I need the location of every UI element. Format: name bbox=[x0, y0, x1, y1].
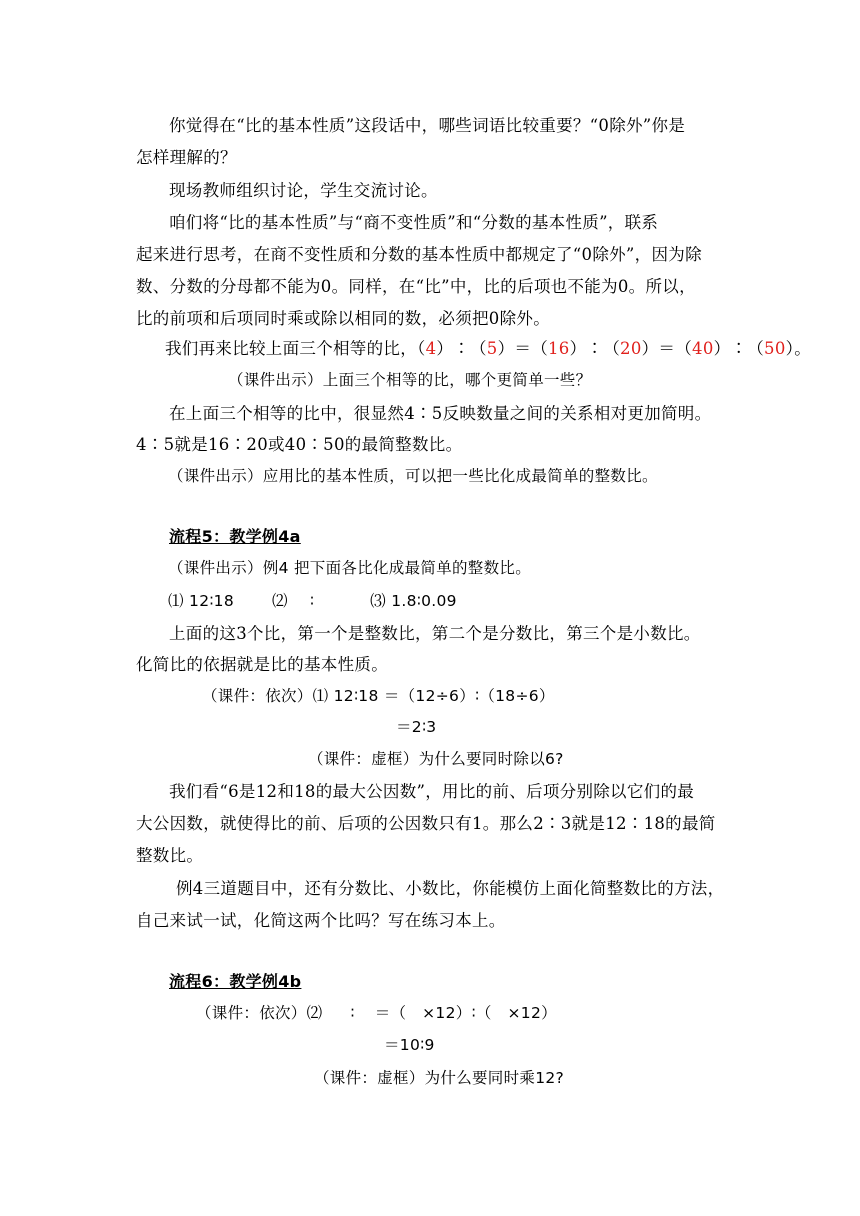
courseware-simplest-question: （课件出示）上面三个相等的比，哪个更简单一些？ bbox=[228, 371, 592, 389]
ratio-segment-2: ）∶（ bbox=[436, 339, 487, 358]
section-heading-flow5: 流程5：教学例4a bbox=[169, 527, 301, 546]
courseware-step1: （课件：依次）⑴ 12∶18 ＝（12÷6）∶（18÷6） bbox=[202, 687, 555, 705]
ratio-segment-6: ）∶（ bbox=[713, 339, 765, 358]
ratio-compare-line bbox=[165, 339, 811, 359]
paragraph-link-line1: 咱们将“比的基本性质”与“商不变性质”和“分数的基本性质”，联系 bbox=[169, 213, 659, 232]
paragraph-simplest-line1: 在上面三个相等的比中，很显然4∶5反映数量之间的关系相对更加简明。 bbox=[169, 404, 712, 423]
paragraph-simplest-line2: 4∶5就是16∶20或40∶50的最简整数比。 bbox=[136, 435, 463, 454]
paragraph-question-line1: 你觉得在“比的基本性质”这段话中，哪些词语比较重要？“0除外”你是 bbox=[169, 116, 686, 135]
section-heading-flow6: 流程6：教学例4b bbox=[169, 972, 302, 991]
paragraph-gcd-line2: 大公因数，就使得比的前、后项的公因数只有1。那么2∶3就是12∶18的最简 bbox=[136, 814, 716, 833]
courseware-apply-property: （课件出示）应用比的基本性质，可以把一些比化成最简单的整数比。 bbox=[168, 467, 658, 485]
paragraph-gcd-line3: 整数比。 bbox=[136, 846, 204, 865]
ratio-value-20: 20 bbox=[620, 339, 642, 358]
paragraph-discussion: 现场教师组织讨论，学生交流讨论。 bbox=[169, 181, 438, 200]
paragraph-link-line2: 起来进行思考，在商不变性质和分数的基本性质中都规定了“0除外”，因为除 bbox=[136, 245, 702, 264]
ratio-value-40: 40 bbox=[692, 339, 714, 358]
ratio-value-4: 4 bbox=[425, 339, 437, 358]
example-item-1: ⑴ 12∶18 bbox=[168, 592, 235, 610]
paragraph-try-line2: 自己来试一试，化简这两个比吗？写在练习本上。 bbox=[136, 911, 506, 930]
courseware-step2-line bbox=[196, 1003, 557, 1023]
courseware-why-divide: （课件：虚框）为什么要同时除以6? bbox=[308, 750, 564, 768]
paragraph-three-ratios-line2: 化简比的依据就是比的基本性质。 bbox=[136, 655, 388, 674]
ratio-segment-3: ）＝（ bbox=[497, 339, 548, 358]
paragraph-link-line4: 比的前项和后项同时乘或除以相同的数，必须把0除外。 bbox=[136, 309, 550, 328]
example-items-line bbox=[168, 591, 457, 611]
ratio-value-50: 50 bbox=[764, 339, 786, 358]
example-item-3: ⑶ 1.8∶0.09 bbox=[370, 592, 457, 610]
paragraph-try-line1: 例4三道题目中，还有分数比、小数比，你能模仿上面化简整数比的方法， bbox=[176, 879, 725, 898]
paragraph-gcd-line1: 我们看“6是12和18的最大公因数”，用比的前、后项分别除以它们的最 bbox=[169, 782, 695, 801]
courseware-step2-expression: ＝（ ×12）∶（ ×12） bbox=[374, 1004, 557, 1022]
example-item-2: ⑵ bbox=[272, 592, 288, 610]
courseware-step1-result: ＝2∶3 bbox=[396, 718, 437, 736]
courseware-example4: （课件出示）例4 把下面各比化成最简单的整数比。 bbox=[168, 559, 531, 577]
ratio-segment-7: ）。 bbox=[785, 339, 812, 358]
courseware-step2-result: ＝10∶9 bbox=[384, 1036, 435, 1054]
ratio-compare-intro: 我们再来比较上面三个相等的比， bbox=[165, 339, 417, 358]
ratio-segment-1: （ bbox=[417, 339, 426, 358]
courseware-why-multiply: （课件：虚框）为什么要同时乘12? bbox=[314, 1069, 565, 1087]
ratio-value-5: 5 bbox=[486, 339, 498, 358]
ratio-value-16: 16 bbox=[548, 339, 570, 358]
courseware-step2-label: （课件：依次）⑵ bbox=[196, 1004, 323, 1022]
ratio-segment-5: ）＝（ bbox=[641, 339, 693, 358]
paragraph-question-line2: 怎样理解的？ bbox=[136, 148, 237, 167]
ratio-segment-4: ）∶（ bbox=[569, 339, 621, 358]
paragraph-three-ratios-line1: 上面的这3个比，第一个是整数比，第二个是分数比，第三个是小数比。 bbox=[169, 624, 701, 643]
example-item-2-colon: ∶ bbox=[309, 592, 315, 610]
paragraph-link-line3: 数、分数的分母都不能为0。同样，在“比”中，比的后项也不能为0。所以， bbox=[136, 277, 696, 296]
courseware-step2-colon: ∶ bbox=[350, 1004, 355, 1022]
